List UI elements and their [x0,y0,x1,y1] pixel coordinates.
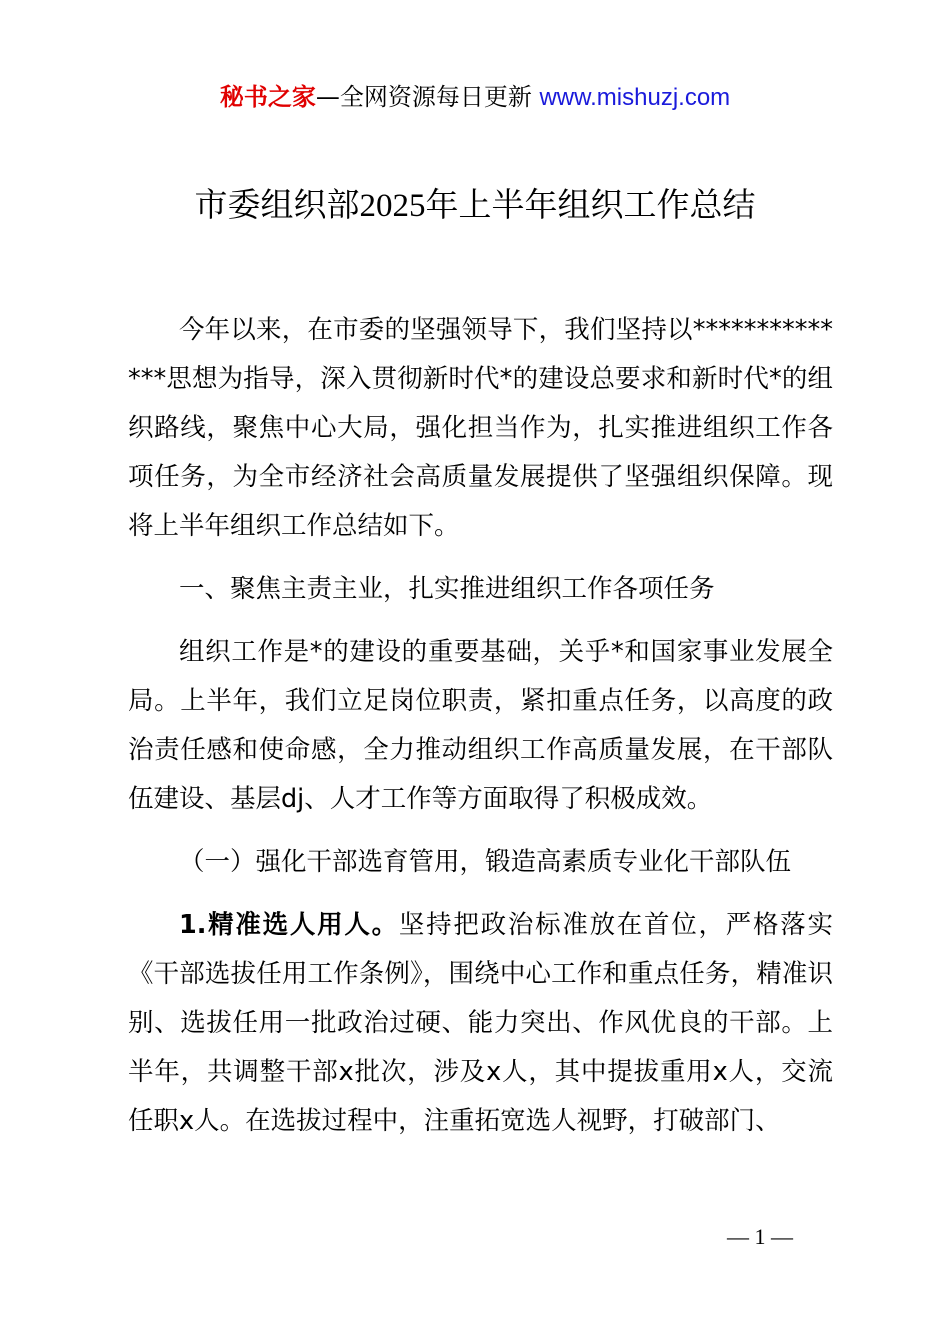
title-suffix: 年上半年组织工作总结 [425,185,756,224]
header-tagline: —全网资源每日更新 [315,83,540,111]
intro-paragraph: 今年以来，在市委的坚强领导下，我们坚持以**************思想为指导，深入贯彻新时代*的建设总要求和新时代*的组织路线，聚焦中心大局，强化担当作为，扎实推进组织工作各项任务，为全市经济社会高质量发展提供了坚强组织保障。现将上半年组织工作总结如下。 [128,315,833,541]
page-number: — 1 — [727,1224,793,1249]
title-prefix: 市委组织部 [194,185,360,224]
brand-name: 秘书之家 [219,83,316,111]
document-title [0,180,950,231]
subsection-heading: （一）强化干部选育管用，锻造高素质专业化干部队伍 [179,847,792,877]
title-year: 2025 [359,188,426,224]
site-url-link[interactable]: www.mishuzj.com [539,84,731,111]
document-body [128,306,833,1146]
item-lead: 1.精准选人用人。 [179,910,399,940]
item-body: 坚持把政治标准放在首位，严格落实《干部选拔任用工作条例》，围绕中心工作和重点任务，精准识别、选拔任用一批政治过硬、能力突出、作风优良的干部。上半年，共调整干部x批次，涉及x人，其中提拔重用x人，交流任职x人。在选拔过程中，注重拓宽选人视野，打破部门、 [128,910,833,1136]
site-header [0,80,950,115]
section-heading: 一、聚焦主责主业，扎实推进组织工作各项任务 [179,574,715,604]
item-paragraph [128,901,833,1146]
section-paragraph: 组织工作是*的建设的重要基础，关乎*和国家事业发展全局。上半年，我们立足岗位职责，紧扣重点任务，以高度的政治责任感和使命感，全力推动组织工作高质量发展，在干部队伍建设、基层dj、人才工作等方面取得了积极成效。 [128,637,833,814]
